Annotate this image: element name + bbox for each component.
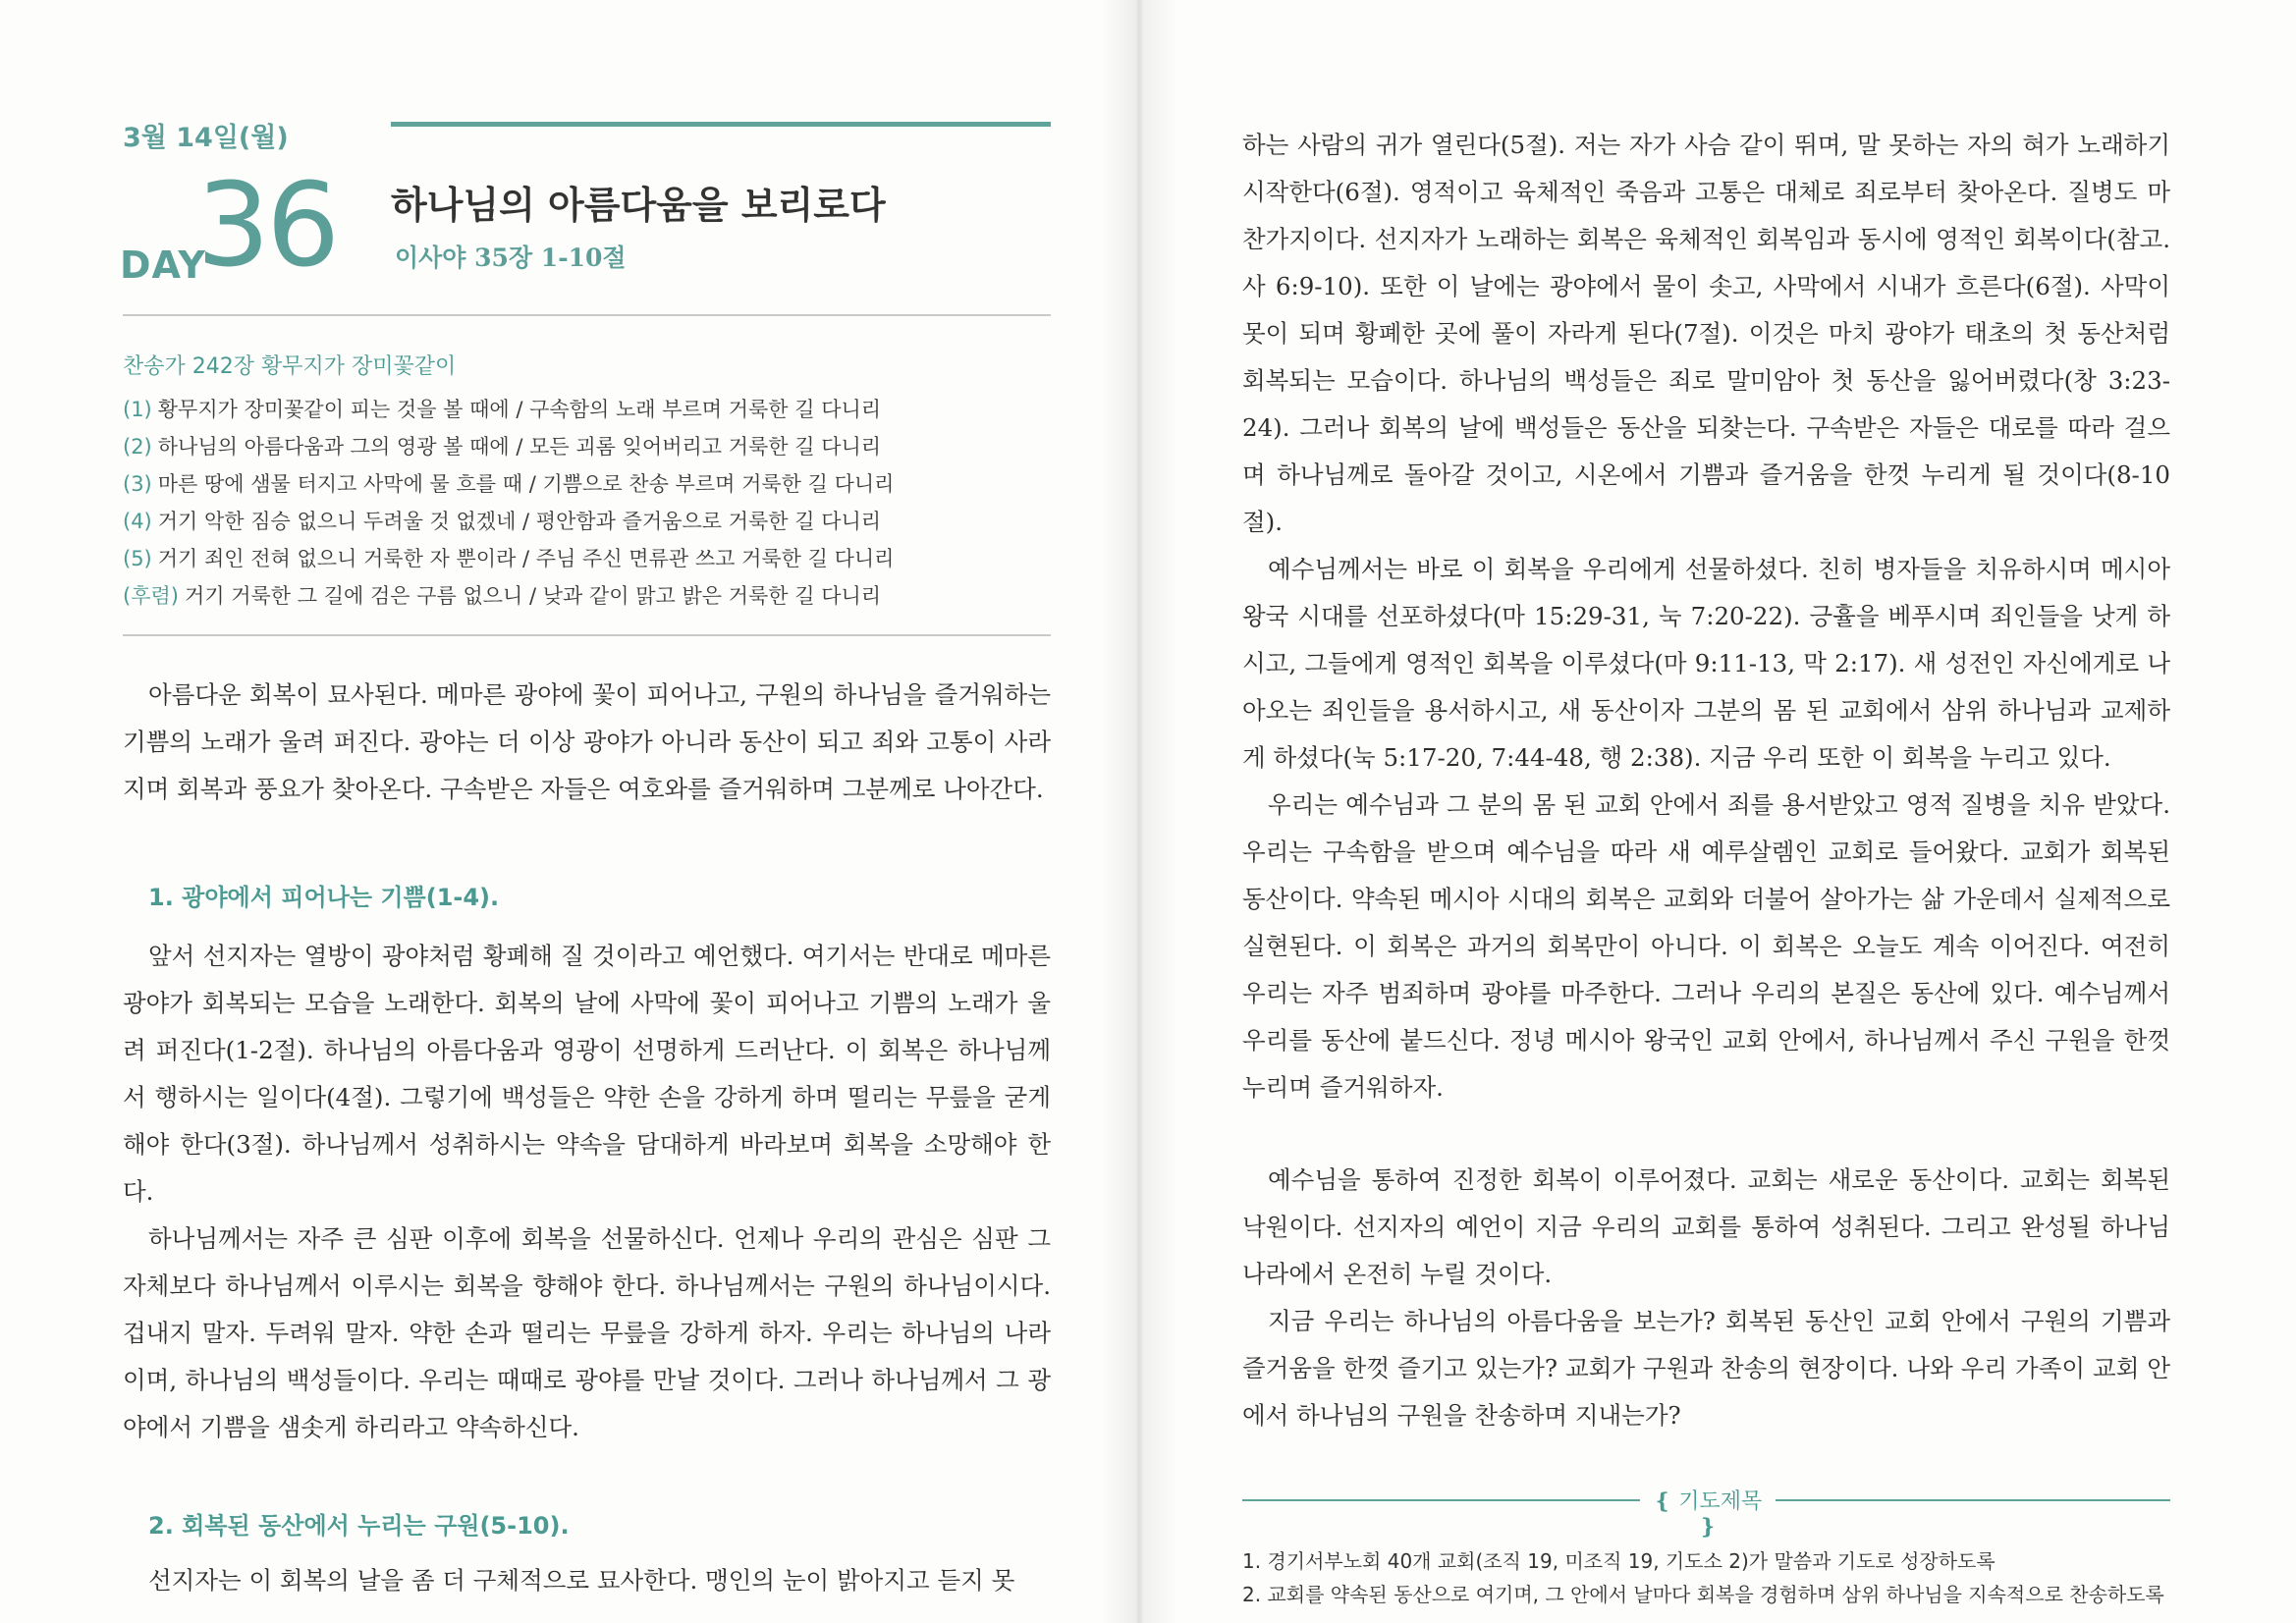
prayer-rule [1776,1499,2170,1501]
divider [123,314,1051,316]
hymn-verse: (5) 거기 죄인 전혀 없으니 거룩한 자 뿐이라 / 주님 주신 면류관 쓰고 거룩한 길 다니리 [123,547,895,570]
body-paragraph-continued: 하는 사람의 귀가 열린다(5절). 저는 자가 사슴 같이 뛰며, 말 못하는 자의 혀가 노래하기 시작한다(6절). 영적이고 육체적인 죽음과 고통은 대체로 죄로부터 찾아온다. 질병도 마찬가지이다. 선지자가 노래하는 회복은 육체적인 회복임과 동시에 영적인 회복이다(참고. 사 6:9-10). 또한 이 날에는 광야에서 물이 솟고, 사막에서 시내가 흐른다(6절). 사막이 못이 되며 황폐한 곳에 풀이 자라게 된다(7절). 이것은 마치 광야가 태초의 첫 동산처럼 회복되는 모습이다. 하나님의 백성들은 죄로 말미암아 첫 동산을 잃어버렸다(창 3:23-24). 그러나 회복의 날에 백성들은 동산을 되찾는다. 구속받은 자들은 대로를 따라 걸으며 하나님께로 돌아갈 것이고, 시온에서 기쁨과 즐거움을 한껏 누리게 될 것이다(8-10절). [1242,131,2170,536]
hymn-title: 찬송가 242장 황무지가 장미꽃같이 [123,354,457,379]
day-label: DAY [120,243,206,287]
body-paragraph: 예수님께서는 바로 이 회복을 우리에게 선물하셨다. 친히 병자들을 치유하시며 메시아 왕국 시대를 선포하셨다(마 15:29-31, 눅 7:20-22). 긍휼을 베푸시며 죄인들을 낫게 하시고, 그들에게 영적인 회복을 이루셨다(마 9:11-13, 막 2:17). 새 성전인 자신에게로 나아오는 죄인들을 용서하시고, 새 동산이자 그분의 몸 된 교회에서 삼위 하나님과 교제하게 하셨다(눅 5:17-20, 7:44-48, 행 2:38). 지금 우리 또한 이 회복을 누리고 있다. [1242,555,2170,772]
prayer-list [1242,1544,2170,1611]
section-heading-2: 2. 회복된 동산에서 누리는 구원(5-10). [148,1512,570,1540]
body-paragraph: 선지자는 이 회복의 날을 좀 더 구체적으로 묘사한다. 맹인의 눈이 밝아지고 듣지 못 [148,1566,1015,1595]
hymn-verses [123,391,894,615]
prayer-rule [1242,1499,1640,1501]
left-body-text [123,672,1051,1604]
divider [123,634,1051,636]
intro-paragraph: 아름다운 회복이 묘사된다. 메마른 광야에 꽃이 피어나고, 구원의 하나님을 즐거워하는 기쁨의 노래가 울려 퍼진다. 광야는 더 이상 광야가 아니라 동산이 되고 죄와 고통이 사라지며 회복과 풍요가 찾아온다. 구속받은 자들은 여호와를 즐거워하며 그분께로 나아간다. [123,680,1051,803]
book-gutter [1100,0,1178,1623]
conclusion-paragraph: 지금 우리는 하나님의 아름다움을 보는가? 회복된 동산인 교회 안에서 구원의 기쁨과 즐거움을 한껏 즐기고 있는가? 교회가 구원과 찬송의 현장이다. 나와 우리 가족이 교회 안에서 하나님의 구원을 찬송하며 지내는가? [1242,1307,2170,1430]
conclusion-paragraph: 예수님을 통하여 진정한 회복이 이루어졌다. 교회는 새로운 동산이다. 교회는 회복된 낙원이다. 선지자의 예언이 지금 우리의 교회를 통하여 성취된다. 그리고 완성될 하나님 나라에서 온전히 누릴 것이다. [1242,1165,2170,1288]
body-paragraph: 우리는 예수님과 그 분의 몸 된 교회 안에서 죄를 용서받았고 영적 질병을 치유 받았다. 우리는 구속함을 받으며 예수님을 따라 새 예루살렘인 교회로 들어왔다. 교회가 회복된 동산이다. 약속된 메시아 시대의 회복은 교회와 더불어 살아가는 삶 가운데서 실제적으로 실현된다. 이 회복은 과거의 회복만이 아니다. 이 회복은 오늘도 계속 이어진다. 여전히 우리는 자주 범죄하며 광야를 마주한다. 그러나 우리의 본질은 동산에 있다. 예수님께서 우리를 동산에 붙드신다. 정녕 메시아 왕국인 교회 안에서, 하나님께서 주신 구원을 한껏 누리며 즐거워하자. [1242,790,2170,1102]
hymn-verse: (4) 거기 악한 짐승 없으니 두려울 것 없겠네 / 평안함과 즐거움으로 거룩한 길 다니리 [123,510,882,533]
hymn-verse: (3) 마른 땅에 샘물 터지고 사막에 물 흐를 때 / 기쁨으로 찬송 부르며 거룩한 길 다니리 [123,472,895,496]
prayer-item: 1. 경기서부노회 40개 교회(조직 19, 미조직 19, 기도소 2)가 말씀과 기도로 성장하도록 [1242,1549,1995,1573]
scripture-reference: 이사야 35장 1-10절 [395,243,627,272]
section-heading-1: 1. 광야에서 피어나는 기쁨(1-4). [148,884,500,911]
right-body-text [1242,122,2170,1439]
day-number: 36 [196,157,337,293]
page-title: 하나님의 아름다움을 보리로다 [391,184,886,227]
body-paragraph: 앞서 선지자는 열방이 광야처럼 황폐해 질 것이라고 예언했다. 여기서는 반대로 메마른 광야가 회복되는 모습을 노래한다. 회복의 날에 사막에 꽃이 피어나고 기쁨의 노래가 울려 퍼진다(1-2절). 하나님의 아름다움과 영광이 선명하게 드러난다. 이 회복은 하나님께서 행하시는 일이다(4절). 그렇기에 백성들은 약한 손을 강하게 하며 떨리는 무릎을 굳게 해야 한다(3절). 하나님께서 성취하시는 약속을 담대하게 바라보며 회복을 소망해야 한다. [123,942,1051,1206]
body-paragraph: 하나님께서는 자주 큰 심판 이후에 회복을 선물하신다. 언제나 우리의 관심은 심판 그 자체보다 하나님께서 이루시는 회복을 향해야 한다. 하나님께서는 구원의 하나님이시다. 겁내지 말자. 두려워 말자. 약한 손과 떨리는 무릎을 강하게 하자. 우리는 하나님의 나라이며, 하나님의 백성들이다. 우리는 때때로 광야를 만날 것이다. 그러나 하나님께서 그 광야에서 기쁨을 샘솟게 하리라고 약속하신다. [123,1224,1051,1441]
hymn-refrain: (후렴) 거기 거룩한 그 길에 검은 구름 없으니 / 낮과 같이 맑고 밝은 거룩한 길 다니리 [123,584,882,608]
prayer-title: ❴ 기도제목 ❵ [1653,1489,1763,1540]
hymn-verse: (2) 하나님의 아름다움과 그의 영광 볼 때에 / 모든 괴롬 잊어버리고 거룩한 길 다니리 [123,435,882,459]
date-label: 3월 14일(월) [123,123,289,153]
header-rule [391,122,1051,127]
hymn-verse: (1) 황무지가 장미꽃같이 피는 것을 볼 때에 / 구속함의 노래 부르며 거룩한 길 다니리 [123,398,882,421]
prayer-item: 2. 교회를 약속된 동산으로 여기며, 그 안에서 날마다 회복을 경험하며 삼위 하나님을 지속적으로 찬송하도록 [1242,1583,2164,1606]
